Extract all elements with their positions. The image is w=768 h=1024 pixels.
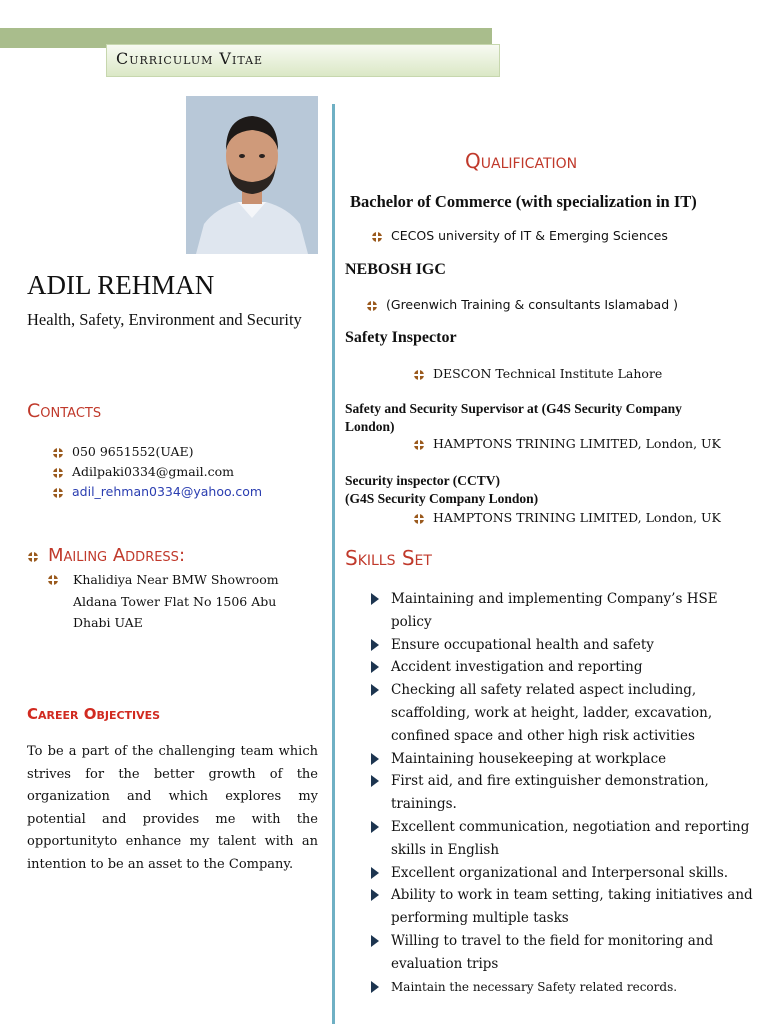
skill-item: Maintain the necessary Safety related records. <box>371 976 761 999</box>
contacts-heading: Contacts <box>27 400 102 422</box>
contact-email-gmail <box>53 462 262 482</box>
skill-item: Ensure occupational health and safety <box>371 634 761 657</box>
cv-title: Curriculum Vitae <box>116 49 264 68</box>
supervisor-institute <box>414 436 721 451</box>
person-photo-icon <box>186 96 318 254</box>
inspector-institute-text: DESCON Technical Institute Lahore <box>433 366 663 381</box>
email-yahoo-link[interactable]: adil_rehman0334@yahoo.com <box>72 484 263 499</box>
degree-title: Bachelor of Commerce (with specialization in IT) <box>350 192 697 211</box>
nebosh-title: NEBOSH IGC <box>345 261 446 278</box>
career-objective-text: To be a part of the challenging team which strives for the better growth of the organization and which explores my potential and provides me with the opportunityto enhance my talent with an intention to be an asset to the Company. <box>27 744 318 872</box>
bullet-icon <box>414 370 424 380</box>
skill-item: Excellent communication, negotiation and reporting skills in English <box>371 816 761 862</box>
mailing-address <box>48 569 288 634</box>
bullet-icon <box>53 448 63 458</box>
skill-item: Accident investigation and reporting <box>371 656 761 679</box>
nebosh-institute <box>367 297 678 312</box>
bullet-icon <box>367 301 377 311</box>
mailing-address-text: Khalidiya Near BMW Showroom Aldana Tower Flat No 1506 Abu Dhabi UAE <box>73 572 279 630</box>
bullet-icon <box>53 468 63 478</box>
skill-item: Willing to travel to the field for monitoring and evaluation trips <box>371 930 761 976</box>
phone-text: 050 9651552(UAE) <box>72 444 194 459</box>
bullet-icon <box>48 575 58 585</box>
contact-email-yahoo <box>53 482 262 502</box>
skill-item: Excellent organizational and Interpersonal skills. <box>371 862 761 885</box>
email-gmail-text: Adilpaki0334@gmail.com <box>72 464 235 479</box>
bullet-icon <box>53 488 63 498</box>
cctv-title-line2: (G4S Security Company London) <box>345 491 539 506</box>
degree-institute-text: CECOS university of IT & Emerging Sciences <box>391 228 668 243</box>
bullet-icon <box>414 440 424 450</box>
bullet-icon <box>28 552 38 562</box>
inspector-title: Safety Inspector <box>345 329 457 346</box>
contact-phone <box>53 442 262 462</box>
skill-item: Maintaining and implementing Company’s HSE policy <box>371 588 761 634</box>
skill-item: Ability to work in team setting, taking initiatives and performing multiple tasks <box>371 884 761 930</box>
skills-list <box>371 588 761 998</box>
inspector-institute <box>414 366 662 381</box>
cctv-institute-text: HAMPTONS TRINING LIMITED, London, UK <box>433 510 721 525</box>
qualification-heading: Qualification <box>465 149 578 173</box>
cctv-title-line1: Security inspector (CCTV) <box>345 473 500 488</box>
career-heading: Career Objectives <box>27 705 161 723</box>
supervisor-title-line1: Safety and Security Supervisor at (G4S Security Company <box>345 401 682 416</box>
candidate-role: Health, Safety, Environment and Security <box>27 310 302 329</box>
nebosh-institute-text: (Greenwich Training & consultants Islamabad ) <box>386 297 678 312</box>
skill-item: Maintaining housekeeping at workplace <box>371 748 761 771</box>
skill-item: Checking all safety related aspect including, scaffolding, work at height, ladder, excavation, confined space and other high risk activities <box>371 679 761 747</box>
supervisor-title-line2: London) <box>345 419 395 434</box>
supervisor-title <box>345 400 682 436</box>
profile-photo <box>186 96 318 254</box>
skill-item: First aid, and fire extinguisher demonstration, trainings. <box>371 770 761 816</box>
degree-institute <box>372 228 668 243</box>
cctv-institute <box>414 510 721 525</box>
candidate-name: ADIL REHMAN <box>27 270 215 300</box>
mailing-heading: Mailing Address: <box>48 545 186 566</box>
contacts-list <box>53 442 262 502</box>
supervisor-institute-text: HAMPTONS TRINING LIMITED, London, UK <box>433 436 721 451</box>
bullet-icon <box>372 232 382 242</box>
bullet-icon <box>414 514 424 524</box>
column-divider <box>332 104 335 1024</box>
cctv-title <box>345 472 538 508</box>
skills-heading: Skills Set <box>345 546 432 570</box>
